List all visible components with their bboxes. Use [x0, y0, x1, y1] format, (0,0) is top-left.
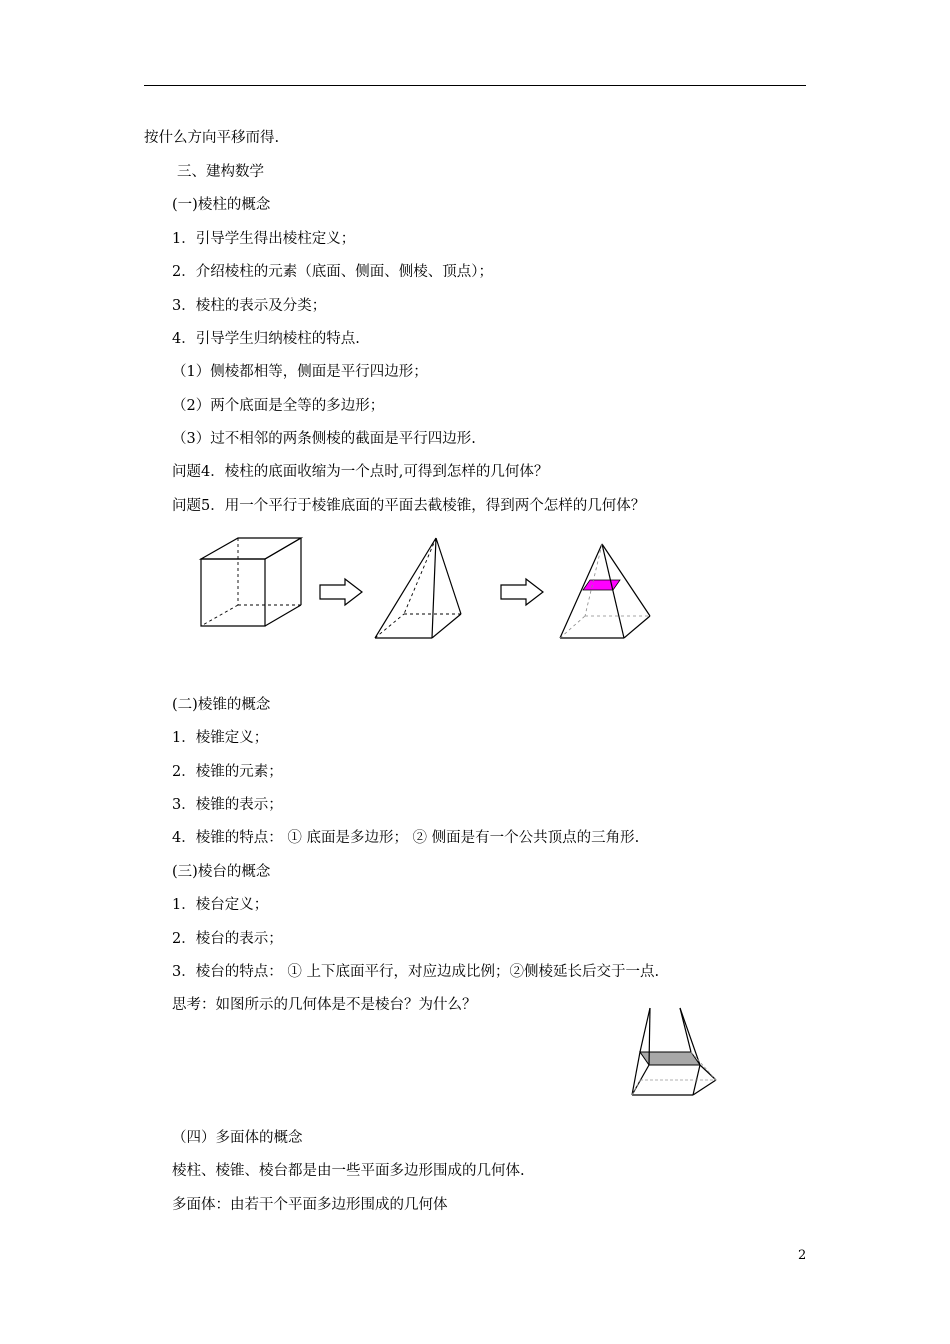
- non-frustum-figure: [628, 1000, 720, 1100]
- list-item: 3．棱柱的表示及分类；: [172, 298, 327, 314]
- subsection-heading: (三)棱台的概念: [172, 864, 271, 880]
- list-item: 1．棱台定义；: [172, 897, 269, 913]
- list-item: 3．棱锥的表示；: [172, 797, 283, 813]
- list-item: （1）侧棱都相等，侧面是平行四边形；: [172, 364, 428, 380]
- subsection-heading: (二)棱锥的概念: [172, 697, 271, 713]
- pyramid-figure: [375, 538, 461, 638]
- list-item: 4．引导学生归纳棱柱的特点.: [172, 331, 360, 347]
- list-item: 3．棱台的特点： ① 上下底面平行，对应边成比例；②侧棱延长后交于一点.: [172, 964, 660, 980]
- question-5: 问题5．用一个平行于棱锥底面的平面去截棱锥，得到两个怎样的几何体？: [172, 498, 646, 514]
- text-line: 按什么方向平移而得.: [144, 130, 280, 146]
- header-rule: [144, 85, 806, 86]
- arrow-right-icon: [501, 579, 543, 605]
- section-plane: [583, 580, 620, 590]
- page-number: 2: [798, 1248, 807, 1263]
- text-line: 棱柱、棱锥、棱台都是由一些平面多边形围成的几何体.: [172, 1163, 525, 1179]
- subsection-heading: (一)棱柱的概念: [172, 197, 271, 213]
- list-item: 4．棱锥的特点： ① 底面是多边形； ② 侧面是有一个公共顶点的三角形.: [172, 830, 640, 846]
- list-item: 1．引导学生得出棱柱定义；: [172, 231, 356, 247]
- arrow-right-icon: [320, 579, 362, 605]
- list-item: （3）过不相邻的两条侧棱的截面是平行四边形.: [172, 431, 476, 447]
- list-item: 2．棱锥的元素；: [172, 764, 283, 780]
- list-item: 1．棱锥定义；: [172, 730, 269, 746]
- list-item: 2．介绍棱柱的元素（底面、侧面、侧棱、顶点）；: [172, 264, 493, 280]
- section-heading: 三、建构数学: [177, 164, 264, 180]
- thinking-question: 思考：如图所示的几何体是不是棱台？为什么？: [172, 997, 477, 1013]
- definition-line: 多面体：由若干个平面多边形围成的几何体: [172, 1197, 448, 1213]
- subsection-heading: （四）多面体的概念: [172, 1130, 303, 1146]
- pyramid-with-section-figure: [560, 544, 650, 638]
- list-item: 2．棱台的表示；: [172, 931, 283, 947]
- question-4: 问题4．棱柱的底面收缩为一个点时,可得到怎样的几何体？: [172, 464, 549, 480]
- solids-transformation-figure: [190, 530, 670, 650]
- list-item: （2）两个底面是全等的多边形；: [172, 398, 385, 414]
- prism-figure: [201, 538, 301, 626]
